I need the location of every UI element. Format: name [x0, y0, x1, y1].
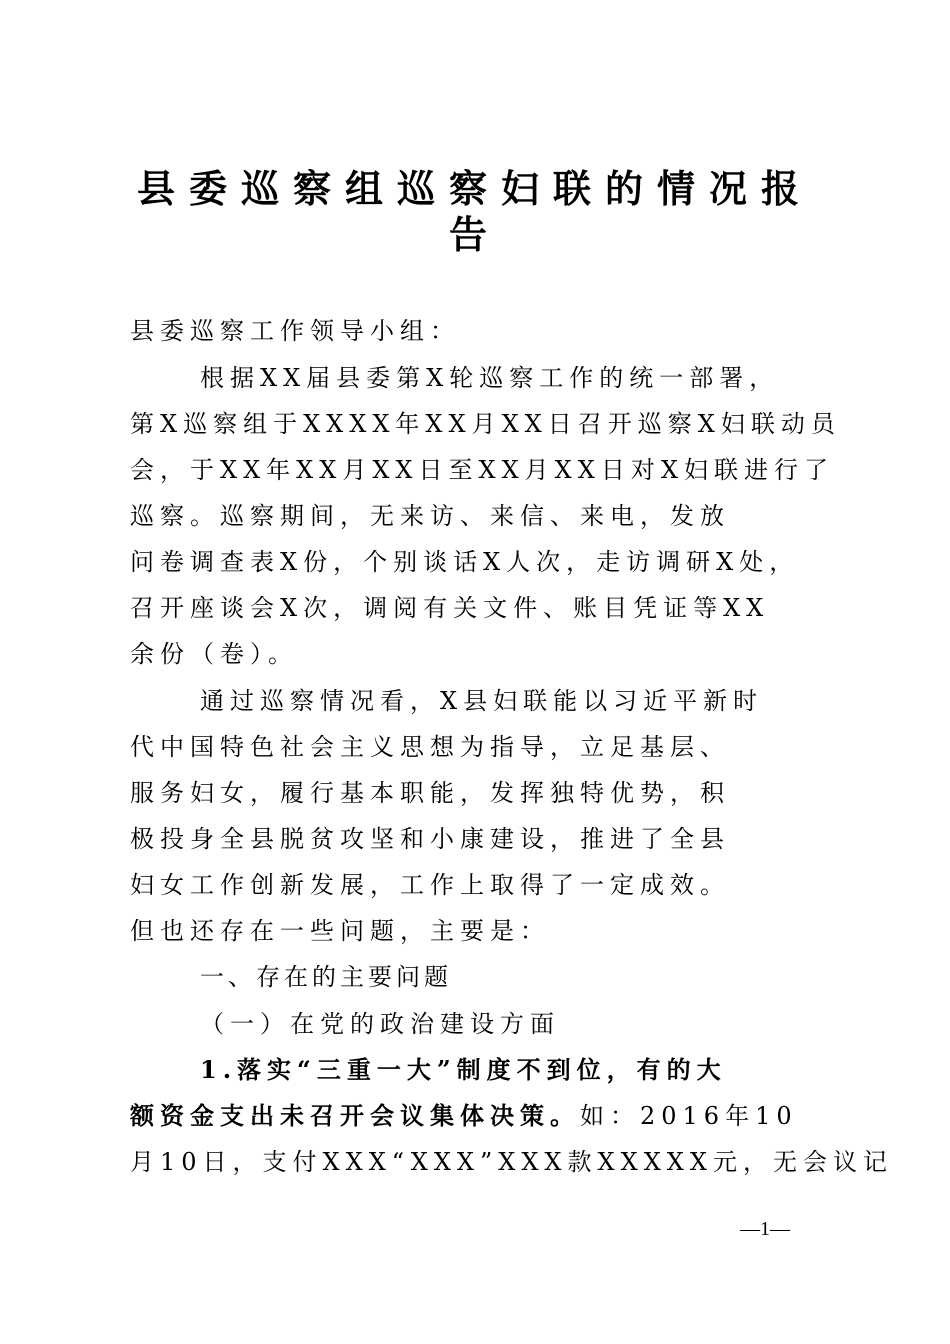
- example-text: 如：2016年10: [580, 1102, 798, 1130]
- body-line-mixed: [130, 1099, 830, 1133]
- body-line: 巡察。巡察期间，无来访、来信、来电，发放: [130, 502, 730, 530]
- body-line: 余份（卷）。: [130, 640, 298, 668]
- body-line: 通过巡察情况看，X县妇联能以习近平新时: [200, 687, 764, 715]
- body-line: 问卷调查表X份，个别谈话X人次，走访调研X处，: [130, 548, 800, 576]
- section-heading: 一、存在的主要问题: [200, 963, 452, 991]
- body-line: 极投身全县脱贫攻坚和小康建设，推进了全县: [130, 825, 730, 853]
- body-line: 召开座谈会X次，调阅有关文件、账目凭证等XX: [130, 594, 770, 622]
- body-line: 会，于XX年XX月XX日至XX月XX日对X妇联进行了: [130, 456, 834, 484]
- subsection-heading: （一）在党的政治建设方面: [200, 1010, 560, 1038]
- document-title-line-2: 告: [448, 212, 501, 257]
- body-line: 代中国特色社会主义思想为指导，立足基层、: [130, 733, 730, 761]
- page-number: —1—: [740, 1218, 790, 1240]
- bold-point-continuation: 额资金支出未召开会议集体决策。: [130, 1101, 580, 1130]
- body-line: 月10日，支付XXX“XXX”XXX款XXXXX元，无会议记: [130, 1148, 893, 1176]
- salutation: 县委巡察工作领导小组：: [130, 317, 460, 345]
- body-line: 妇女工作创新发展，工作上取得了一定成效。: [130, 871, 730, 899]
- document-title-line-1: 县委巡察组巡察妇联的情况报: [136, 166, 813, 211]
- body-line: 服务妇女，履行基本职能，发挥独特优势，积: [130, 779, 730, 807]
- body-line: 第X巡察组于XXXX年XX月XX日召开巡察X妇联动员: [130, 410, 841, 438]
- body-line: 根据XX届县委第X轮巡察工作的统一部署，: [200, 364, 780, 392]
- bold-point: 1.落实“三重一大”制度不到位，有的大: [200, 1055, 727, 1084]
- body-line: 但也还存在一些问题，主要是：: [130, 917, 550, 945]
